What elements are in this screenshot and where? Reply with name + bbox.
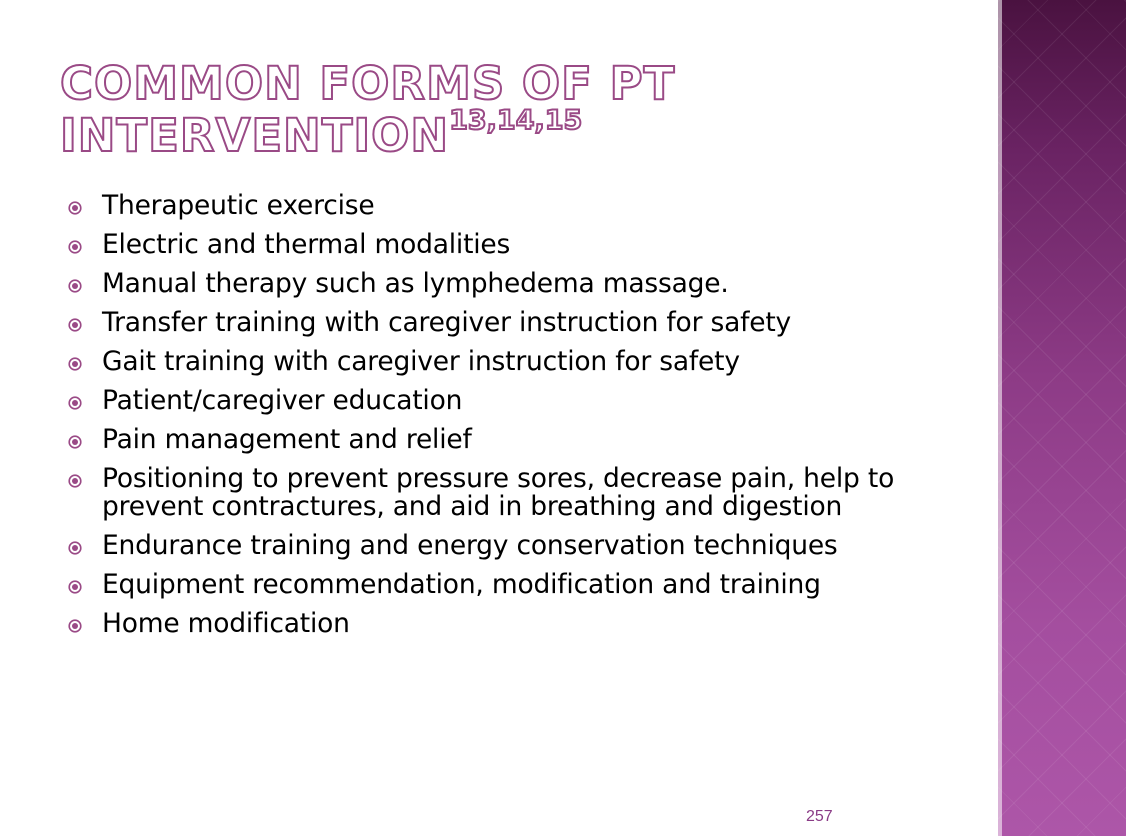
- bullet-list: [68, 192, 968, 649]
- page-number: 257: [806, 808, 833, 825]
- circled-dot-icon: [68, 474, 82, 488]
- slide-title: [60, 58, 960, 162]
- bullet-text: Patient/caregiver education: [102, 385, 463, 416]
- circled-dot-icon: [68, 435, 82, 449]
- bullet-text: Home modification: [102, 608, 350, 639]
- circled-dot-icon: [68, 619, 82, 633]
- bullet-item: [68, 610, 968, 638]
- title-line-1: COMMON FORMS OF PT: [60, 57, 676, 110]
- circled-dot-icon: [68, 541, 82, 555]
- bullet-text: Therapeutic exercise: [102, 190, 375, 221]
- bullet-item: [68, 309, 968, 337]
- bullet-text: Equipment recommendation, modification and training: [102, 569, 821, 600]
- bullet-text: Electric and thermal modalities: [102, 229, 511, 260]
- circled-dot-icon: [68, 201, 82, 215]
- bullet-item: [68, 387, 968, 415]
- bullet-text: Gait training with caregiver instruction for safety: [102, 346, 740, 377]
- bullet-item: [68, 231, 968, 259]
- circled-dot-icon: [68, 357, 82, 371]
- circled-dot-icon: [68, 279, 82, 293]
- bullet-item: [68, 426, 968, 454]
- bullet-text: Manual therapy such as lymphedema massage.: [102, 268, 729, 299]
- bullet-text: Positioning to prevent pressure sores, decrease pain, help to prevent contractures, and aid in breathing and digestion: [102, 463, 895, 522]
- bullet-text: Endurance training and energy conservation techniques: [102, 530, 838, 561]
- bullet-item: [68, 192, 968, 220]
- circled-dot-icon: [68, 396, 82, 410]
- bullet-item: [68, 532, 968, 560]
- decorative-side-band: [998, 0, 1126, 836]
- bullet-item: [68, 348, 968, 376]
- bullet-item: [68, 571, 968, 599]
- title-superscript: 13,14,15: [449, 105, 583, 136]
- title-line-2: [60, 105, 960, 162]
- bullet-text: Pain management and relief: [102, 424, 472, 455]
- bullet-item: [68, 465, 968, 521]
- bullet-item: [68, 270, 968, 298]
- circled-dot-icon: [68, 580, 82, 594]
- bullet-text: Transfer training with caregiver instruction for safety: [102, 307, 792, 338]
- title-line-2-text: INTERVENTION: [60, 109, 450, 162]
- circled-dot-icon: [68, 240, 82, 254]
- circled-dot-icon: [68, 318, 82, 332]
